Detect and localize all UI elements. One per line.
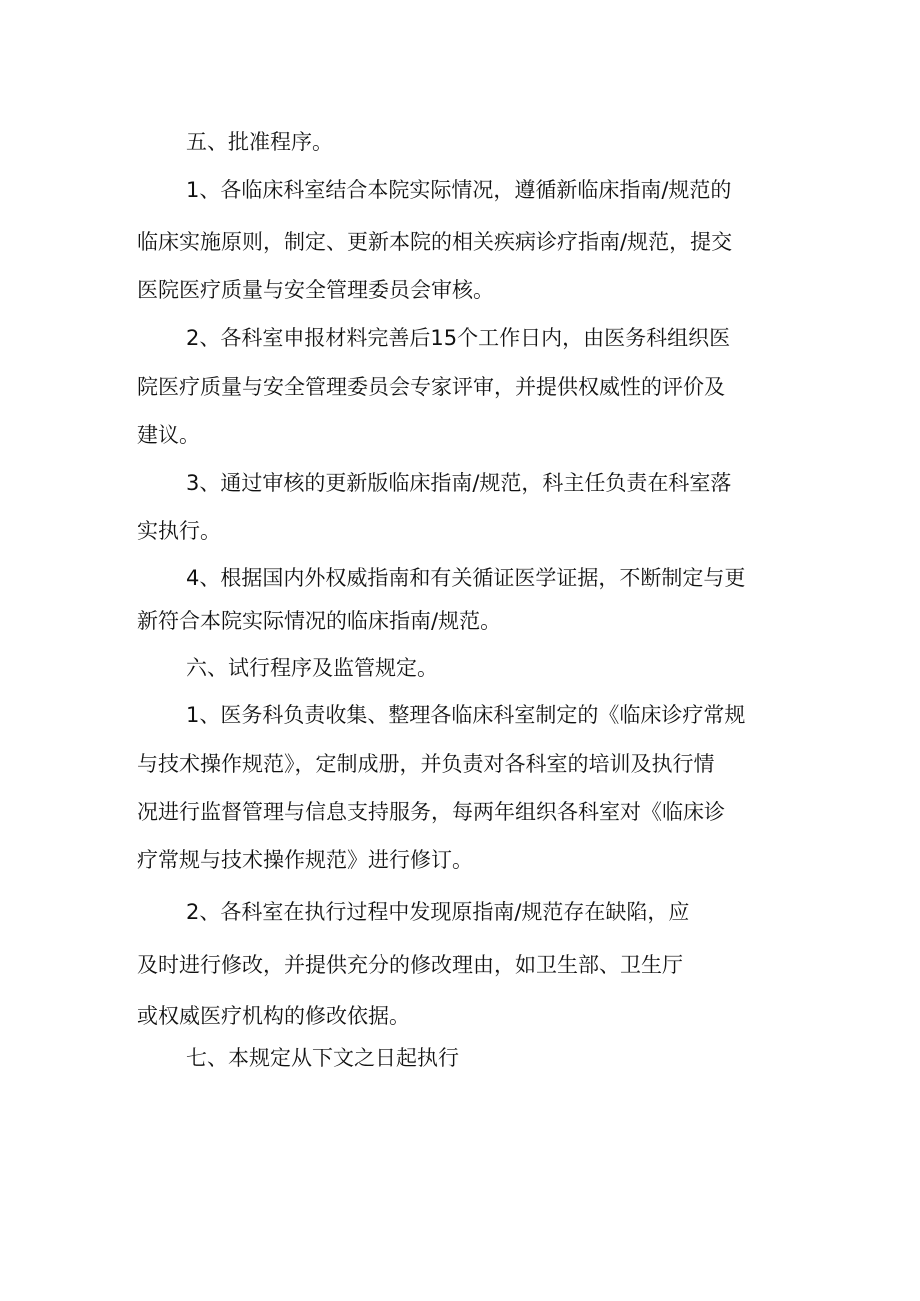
s5-item3-line2: 实执行。 — [137, 519, 221, 543]
s5-item4-line2: 新符合本院实际情况的临床指南/规范。 — [137, 609, 502, 633]
s6-item2-line3: 或权威医疗机构的修改依据。 — [137, 1004, 410, 1028]
s5-item3-line1: 3、通过审核的更新版临床指南/规范，科主任负责在科室落 — [186, 471, 732, 495]
s5-item2-line1: 2、各科室申报材料完善后15个工作日内，由医务科组织医 — [186, 326, 731, 350]
s6-item1-line1: 1、医务科负责收集、整理各临床科室制定的《临床诊疗常规 — [186, 703, 746, 727]
s6-item1-line3: 况进行监督管理与信息支持服务，每两年组织各科室对《临床诊 — [137, 800, 725, 824]
s5-item2-line3: 建议。 — [137, 423, 200, 447]
section7-heading: 七、本规定从下文之日起执行 — [186, 1046, 459, 1070]
s6-item2-line2: 及时进行修改，并提供充分的修改理由，如卫生部、卫生厅 — [137, 953, 683, 977]
s5-item1-line2: 临床实施原则，制定、更新本院的相关疾病诊疗指南/规范，提交 — [137, 230, 733, 254]
s5-item4-line1: 4、根据国内外权威指南和有关循证医学证据，不断制定与更 — [186, 566, 746, 590]
s6-item1-line2: 与技术操作规范》，定制成册，并负责对各科室的培训及执行情 — [137, 752, 715, 776]
s5-item2-line2: 院医疗质量与安全管理委员会专家评审，并提供权威性的评价及 — [137, 375, 725, 399]
s5-item1-line3: 医院医疗质量与安全管理委员会审核。 — [137, 278, 494, 302]
s5-item1-line1: 1、各临床科室结合本院实际情况，遵循新临床指南/规范的 — [186, 178, 732, 202]
s6-item1-line4: 疗常规与技术操作规范》进行修订。 — [137, 848, 473, 872]
s6-item2-line1: 2、各科室在执行过程中发现原指南/规范存在缺陷，应 — [186, 900, 690, 924]
section5-heading: 五、批准程序。 — [186, 130, 333, 154]
section6-heading: 六、试行程序及监管规定。 — [186, 656, 438, 680]
